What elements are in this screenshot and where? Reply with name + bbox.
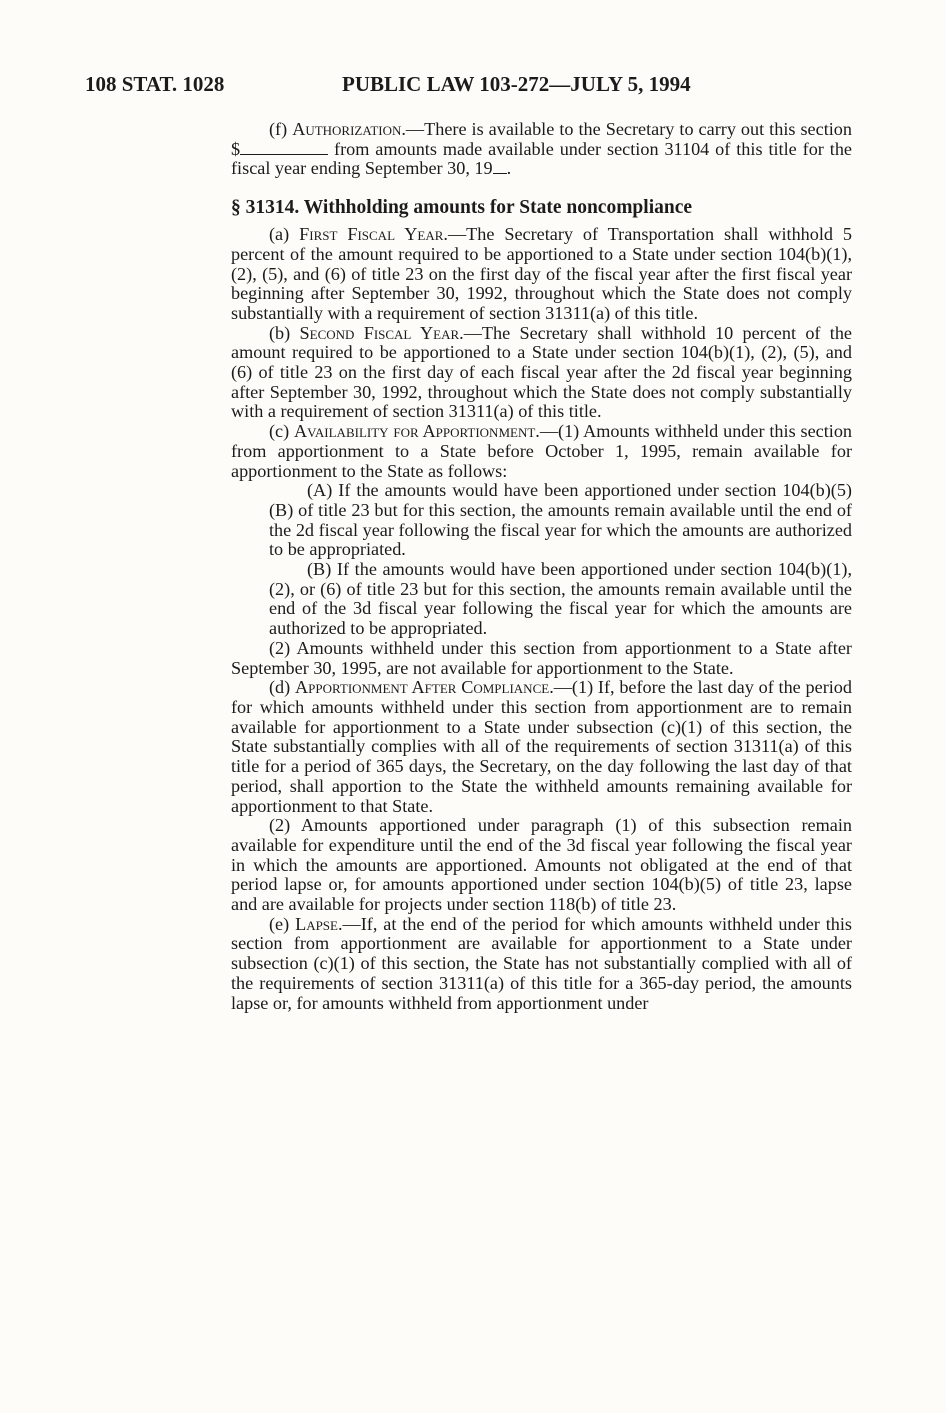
page-reference: 108 STAT. 1028: [85, 72, 225, 96]
text-d: (1) If, before the last day of the period for which amounts withheld under this section from apportionment are to remain available for apportionment to a State under subsection (c)(1) of this section, the State substantially complies with all of the requirements of section 31311(a) of this title for a period of 365 days, the Secretary, on the day following the last day of that period, shall apportion to the State the withheld amounts remaining available for apportionment to that State.: [231, 677, 852, 816]
paragraph-d: (d) Apportionment After Compliance.—(1) If, before the last day of the period for which amounts withheld under this section from apportionment are to remain available for apportionment to a State under subsection (c)(1) of this section, the State substantially complies with all of the requirements of section 31311(a) of this title for a period of 365 days, the Secretary, on the day following the last day of that period, shall apportion to the State the withheld amounts remaining available for apportionment to that State.: [231, 677, 852, 816]
paragraph-c-A: (A) If the amounts would have been apportioned under section 104(b)(5)(B) of title 23 but for this section, the amounts remain available until the end of the 2d fiscal year following the fiscal year for which the amounts are authorized to be appropriated.: [269, 480, 852, 560]
heading-availability: Availability for Apportionment: [294, 421, 536, 442]
text-a: The Secretary of Transportation shall withhold 5 percent of the amount required to be apportioned to a State under section 104(b)(1), (2), (5), and (6) of title 23 on the first day of the fiscal year after the first fiscal year beginning after September 30, 1992, throughout which the State does not comply substantially with a requirement of section 31311(a) of this title.: [231, 224, 853, 323]
paragraph-d-2: (2) Amounts apportioned under paragraph (1) of this subsection remain available for expenditure until the end of the 3d fiscal year following the fiscal year in which the amounts are apportioned. Amounts not obligated at the end of that period lapse or, for amounts apportioned under section 104(b)(5) of title 23, lapse and are available for projects under section 118(b) of title 23.: [231, 815, 852, 915]
text-e: If, at the end of the period for which amounts withheld under this section from apportionment are available for apportionment to a State under subsection (c)(1) of this section, the State has not substantially complied with all of the requirements of section 31311(a) of this title for a 365-day period, the amounts lapse or, for amounts withheld from apportionment under: [231, 913, 852, 1013]
paragraph-c-2: (2) Amounts withheld under this section from apportionment to a State after September 30, 1995, are not available for apportionment to the State.: [231, 637, 852, 678]
page-header: [85, 72, 735, 102]
authorization-text-b: from amounts made available under section 31104 of this title for the fiscal year ending September 30, 19: [231, 138, 852, 179]
heading-apportionment-after-compliance: Apportionment After Compliance: [295, 677, 550, 698]
year-blank: [493, 159, 507, 174]
paragraph-authorization: (f) Authorization.—There is available to the Secretary to carry out this section $ from amounts made available under section 31104 of this title for the fiscal year ending September 30, 19 .: [231, 119, 852, 179]
paragraph-c-B: (B) If the amounts would have been apportioned under section 104(b)(1), (2), or (6) of title 23 but for this section, the amounts remain available until the end of the 3d fiscal year following the fiscal year for which the amounts are authorized to be appropriated.: [269, 559, 852, 639]
document-body: [231, 120, 852, 1013]
amount-blank: [240, 140, 328, 155]
heading-first-fiscal-year: First Fiscal Year: [299, 224, 444, 245]
paragraph-c: (c) Availability for Apportionment.—(1) Amounts withheld under this section from apportionment to a State before October 1, 1995, remain available for apportionment to the State as follows:: [231, 421, 853, 481]
paragraph-a: (a) First Fiscal Year.—The Secretary of Transportation shall withhold 5 percent of the amount required to be apportioned to a State under section 104(b)(1), (2), (5), and (6) of title 23 on the first day of the fiscal year after the first fiscal year beginning after September 30, 1992, throughout which the State does not comply substantially with a requirement of section 31311(a) of this title.: [231, 224, 853, 323]
text-b: The Secretary shall withhold 10 percent of the amount required to be apportioned to a State under section 104(b)(1), (2), (5), and (6) of title 23 on the first day of each fiscal year after the 2d fiscal year beginning after September 30, 1992, throughout which the State does not comply substantially with a requirement of section 31311(a) of this title.: [231, 322, 852, 422]
text-c: (1) Amounts withheld under this section from apportionment to a State before October 1, 1995, remain available for apportionment to the State as follows:: [231, 421, 853, 481]
authorization-heading: Authorization: [292, 119, 402, 139]
paragraph-e: (e) Lapse.—If, at the end of the period for which amounts withheld under this section from apportionment are available for apportionment to a State under subsection (c)(1) of this section, the State has not substantially complied with all of the requirements of section 31311(a) of this title for a 365-day period, the amounts lapse or, for amounts withheld from apportionment under: [231, 913, 852, 1013]
heading-lapse: Lapse: [295, 913, 338, 934]
section-title: § 31314. Withholding amounts for State noncompliance: [231, 197, 693, 219]
authorization-text-a: There is available to the Secretary to carry out this section $: [231, 119, 852, 159]
paragraph-b: (b) Second Fiscal Year.—The Secretary shall withhold 10 percent of the amount required to be apportioned to a State under section 104(b)(1), (2), (5), and (6) of title 23 on the first day of each fiscal year after the 2d fiscal year beginning after September 30, 1992, throughout which the State does not comply substantially with a requirement of section 31311(a) of this title.: [231, 322, 852, 422]
law-title: PUBLIC LAW 103-272—JULY 5, 1994: [342, 72, 691, 96]
heading-second-fiscal-year: Second Fiscal Year: [299, 322, 460, 343]
